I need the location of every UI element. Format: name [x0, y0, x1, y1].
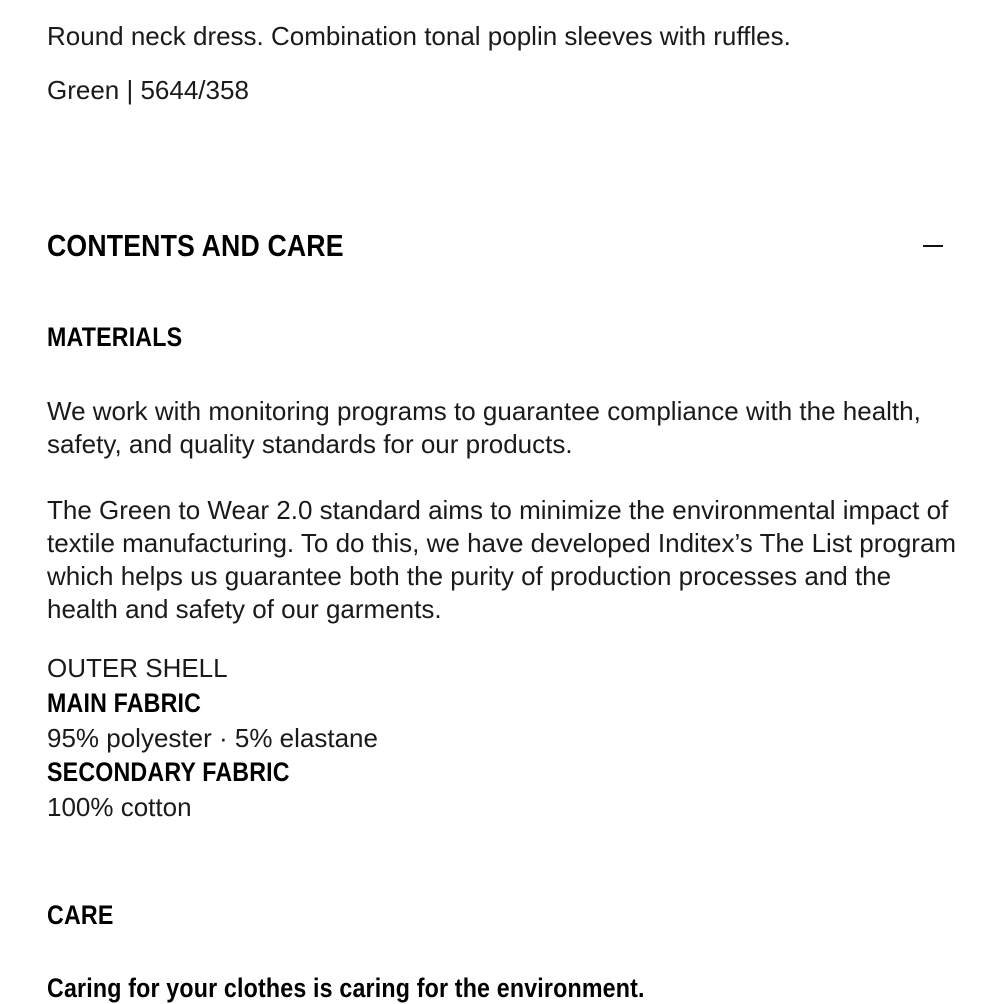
- main-fabric-label: MAIN FABRIC: [47, 688, 202, 718]
- main-fabric-composition: 95% polyester · 5% elastane: [47, 723, 378, 753]
- secondary-fabric-composition: 100% cotton: [47, 792, 192, 822]
- product-description: Round neck dress. Combination tonal poplin sleeves with ruffles.: [47, 21, 791, 51]
- monitoring-programs-text: We work with monitoring programs to guarantee compliance with the health, safety, and quality standards for our products.: [47, 396, 921, 459]
- product-details-page: [47, 0, 957, 1003]
- product-color-reference: Green | 5644/358: [47, 75, 249, 105]
- materials-heading: MATERIALS: [47, 322, 183, 352]
- green-to-wear-standard-text: The Green to Wear 2.0 standard aims to minimize the environmental impact of textile manufacturing. To do this, we have developed Inditex’s The List program which helps us guarantee both the purity of production processes and the health and safety of our garments.: [47, 495, 957, 624]
- outer-shell-label: OUTER SHELL: [47, 653, 228, 683]
- care-tagline: Caring for your clothes is caring for the environment.: [47, 973, 645, 1003]
- secondary-fabric-label: SECONDARY FABRIC: [47, 757, 290, 787]
- minus-icon[interactable]: [923, 245, 943, 247]
- contents-care-accordion-header[interactable]: [47, 228, 943, 264]
- contents-care-title: CONTENTS AND CARE: [47, 228, 344, 263]
- care-heading: CARE: [47, 900, 114, 930]
